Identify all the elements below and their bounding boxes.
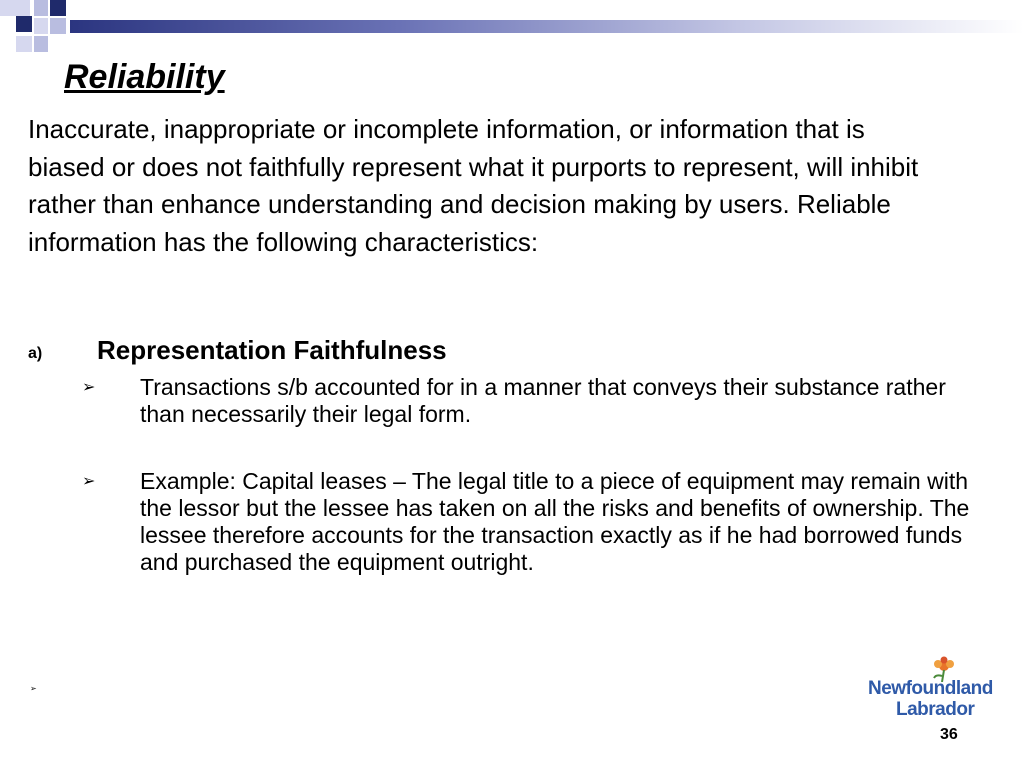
decor-square [34, 0, 48, 16]
arrow-bullet-icon: ➢ [30, 684, 37, 693]
bullet-item: Transactions s/b accounted for in a manner that conveys their substance rather than necessarily their legal form. [140, 374, 946, 427]
decor-square [0, 0, 30, 16]
section-marker: a) [28, 345, 43, 362]
section-heading: Representation Faithfulness [97, 335, 447, 365]
decor-square [50, 18, 66, 34]
decor-square [16, 16, 32, 32]
newfoundland-labrador-logo [868, 656, 1008, 722]
logo-text: Labrador [896, 699, 975, 720]
logo-text: Newfoundland [868, 678, 993, 699]
decor-square [50, 0, 66, 16]
decor-square [34, 18, 48, 34]
intro-paragraph: Inaccurate, inappropriate or incomplete information, or information that is biased or does not faithfully represent what it purports to represent, will inhibit rather than enhance understanding and decision making by users. Reliable information has the following characteristics: [28, 114, 919, 257]
slide-title: Reliability [64, 58, 225, 96]
arrow-bullet-icon: ➢ [82, 379, 96, 396]
decor-square [16, 36, 32, 52]
decor-square [34, 36, 48, 52]
header-gradient-bar [70, 20, 1024, 33]
bullet-item: Example: Capital leases – The legal title to a piece of equipment may remain with the lessor but the lessee has taken on all the risks and benefits of ownership. The lessee therefore accounts for the transaction exactly as if he had borrowed funds and purchased the equipment outright. [140, 468, 970, 575]
page-number: 36 [940, 726, 958, 743]
arrow-bullet-icon: ➢ [82, 473, 96, 490]
